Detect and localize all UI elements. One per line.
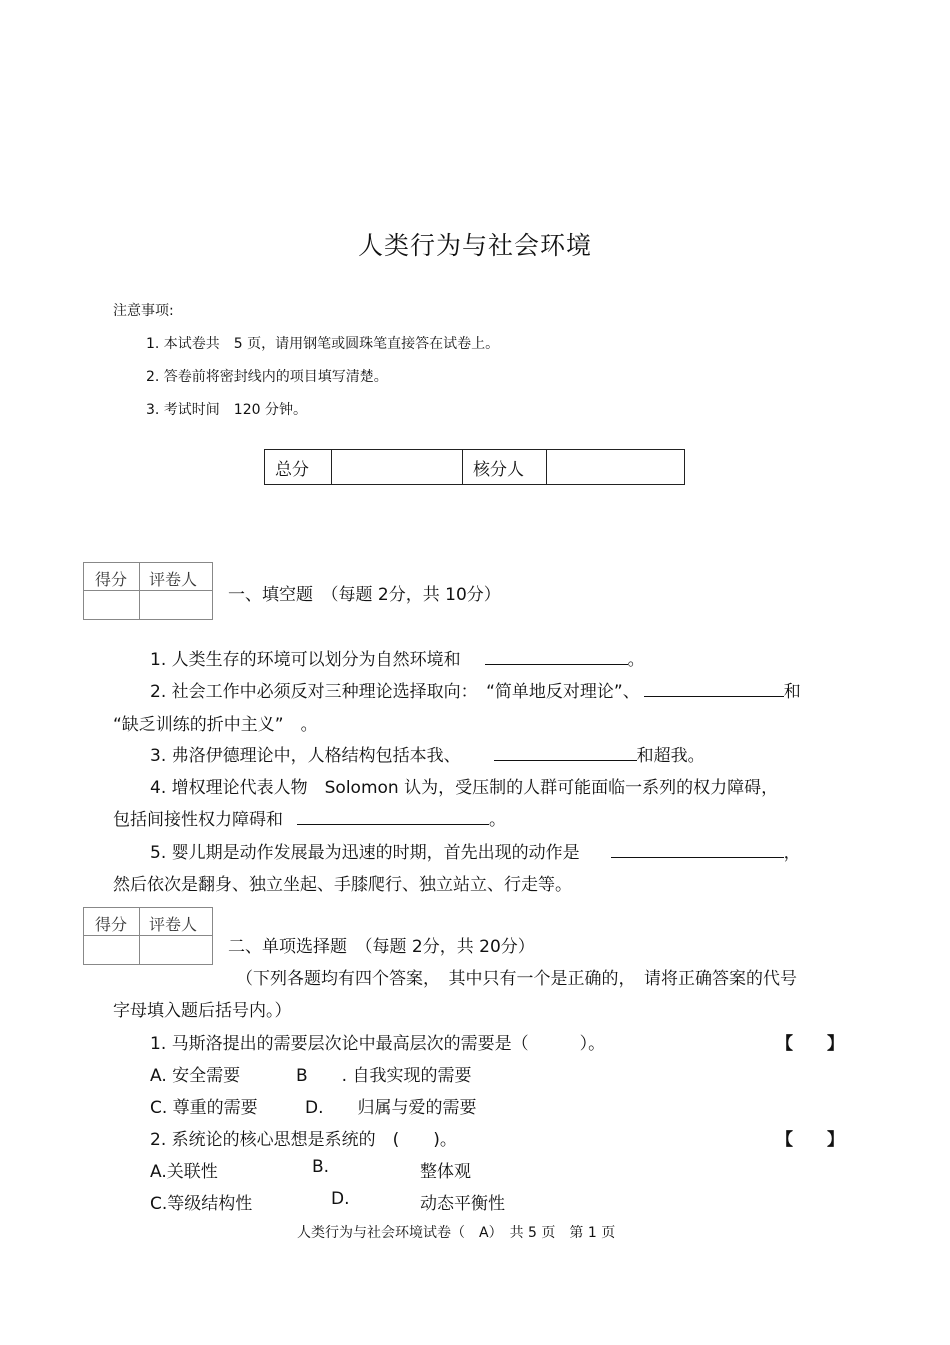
- option-c: C.等级结构性: [150, 1194, 253, 1214]
- option-c: C. 尊重的需要: [150, 1098, 258, 1118]
- section2-heading: 二、单项选择题 （每题 2分，共 20分）: [228, 937, 535, 957]
- answer-blank[interactable]: [611, 841, 784, 858]
- section2-instruction-continued: 字母填入题后括号内。）: [113, 1001, 292, 1021]
- answer-blank[interactable]: [494, 744, 637, 761]
- fill-question-1: [150, 645, 645, 670]
- answer-blank[interactable]: [297, 808, 489, 825]
- grader-divider: [139, 908, 140, 964]
- page-title: 人类行为与社会环境: [357, 231, 592, 260]
- answer-bracket[interactable]: 【 】: [776, 1034, 844, 1054]
- choice-question-1: 1. 马斯洛提出的需要层次论中最高层次的需要是（ ）。: [150, 1034, 606, 1054]
- answer-bracket[interactable]: 【 】: [776, 1130, 844, 1150]
- fill-question-3: [150, 741, 705, 766]
- answer-blank[interactable]: [485, 648, 628, 665]
- question-end: 。: [627, 650, 645, 670]
- grader-box-section1: [83, 562, 213, 620]
- question-end: 。: [489, 810, 506, 830]
- checker-field[interactable]: [547, 450, 685, 485]
- grader-divider: [84, 935, 212, 936]
- question-end: 和: [783, 682, 801, 702]
- fill-question-2: [150, 677, 801, 702]
- total-score-field[interactable]: [332, 450, 463, 485]
- section1-heading: 一、填空题 （每题 2分，共 10分）: [228, 585, 501, 605]
- fill-question-2-continued: “缺乏训练的折中主义” 。: [113, 715, 318, 735]
- question-text: 包括间接性权力障碍和: [113, 810, 283, 830]
- question-end: 和超我。: [636, 746, 705, 766]
- question-text: 5. 婴儿期是动作发展最为迅速的时期，首先出现的动作是: [150, 843, 580, 863]
- option-b-text: 整体观: [420, 1162, 471, 1182]
- fill-question-4: 4. 增权理论代表人物 Solomon 认为，受压制的人群可能面临一系列的权力障碍，: [150, 778, 779, 798]
- option-d-text: 动态平衡性: [420, 1194, 505, 1214]
- score-label: 得分: [95, 915, 128, 934]
- choice-question-2: 2. 系统论的核心思想是系统的 ( )。: [150, 1130, 457, 1150]
- page-footer: 人类行为与社会环境试卷（ A） 共 5 页 第 1 页: [297, 1225, 616, 1241]
- score-summary-table: [264, 449, 685, 485]
- fill-question-5-continued: 然后依次是翻身、独立坐起、手膝爬行、独立站立、行走等。: [113, 875, 572, 895]
- answer-blank[interactable]: [644, 680, 784, 697]
- option-d-label: D.: [331, 1189, 350, 1209]
- question-text: 3. 弗洛伊德理论中，人格结构包括本我、: [150, 746, 461, 766]
- grader-label: 评卷人: [149, 915, 198, 934]
- checker-label: 核分人: [463, 450, 547, 485]
- total-score-label: 总分: [265, 450, 332, 485]
- fill-question-4-continued: [113, 805, 506, 830]
- option-a: A. 安全需要: [150, 1066, 241, 1086]
- section2-instruction: （下列各题均有四个答案， 其中只有一个是正确的， 请将正确答案的代号: [236, 969, 797, 989]
- question-text: 1. 人类生存的环境可以划分为自然环境和: [150, 650, 461, 670]
- grader-divider: [139, 563, 140, 619]
- grader-box-section2: [83, 907, 213, 965]
- notice-heading: 注意事项:: [113, 303, 174, 319]
- fill-question-5: [150, 838, 801, 863]
- grader-divider: [84, 590, 212, 591]
- notice-item-1: 1. 本试卷共 5 页，请用钢笔或圆珠笔直接答在试卷上。: [146, 336, 500, 352]
- score-label: 得分: [95, 570, 128, 589]
- question-text: 2. 社会工作中必须反对三种理论选择取向： “简单地反对理论”、: [150, 682, 640, 702]
- option-b-label: B.: [312, 1157, 330, 1177]
- notice-item-2: 2. 答卷前将密封线内的项目填写清楚。: [146, 369, 388, 385]
- question-end: ，: [783, 843, 801, 863]
- option-d: D. 归属与爱的需要: [305, 1098, 477, 1118]
- option-b: B . 自我实现的需要: [296, 1066, 472, 1086]
- option-a: A.关联性: [150, 1162, 218, 1182]
- grader-label: 评卷人: [149, 570, 198, 589]
- notice-item-3: 3. 考试时间 120 分钟。: [146, 402, 307, 418]
